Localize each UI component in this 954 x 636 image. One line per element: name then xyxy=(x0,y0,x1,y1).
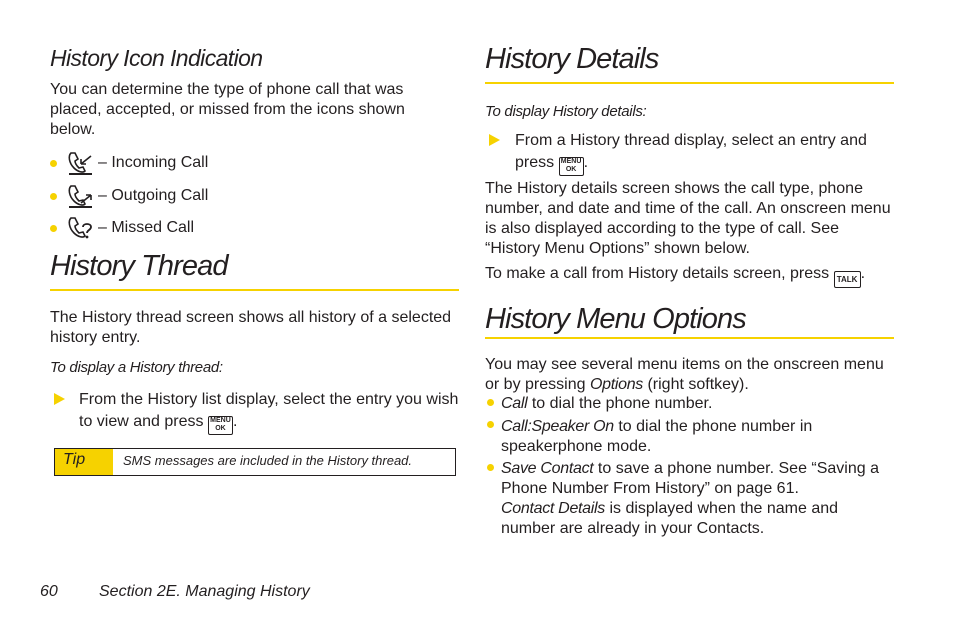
menu-intro: You may see several menu items on the onscreen menu or by pressing Options (right softkey). xyxy=(485,356,884,393)
make-call-text: To make a call from History details screen, press xyxy=(485,265,830,282)
menu-item-call: Call to dial the phone number. xyxy=(501,395,713,412)
bullet-dot xyxy=(487,399,494,406)
icon-label: – Incoming Call xyxy=(98,154,209,171)
thread-intro: The History thread screen shows all history of a selected history entry. xyxy=(50,309,452,346)
details-para: The History details screen shows the call type, phone number, and date and time of the call. An onscreen menu is also displayed according to the type of call. See “History Menu Options” shown below. xyxy=(485,180,891,257)
thread-heading: History Thread xyxy=(50,250,228,282)
menu-item-save-contact: Save Contact to save a phone number. See “Saving a Phone Number From History” on page 61. Contact Details is displayed when the name and number are already in your Contacts. xyxy=(501,460,879,537)
heading-rule xyxy=(50,289,459,291)
make-call-line: To make a call from History details screen, press TALK . xyxy=(485,264,905,288)
bullet-dot xyxy=(50,193,57,200)
thread-step-text: From the History list display, select the entry you wish to view and press xyxy=(79,391,459,430)
details-step-text: From a History thread display, select an entry and press xyxy=(515,132,867,171)
details-step: From a History thread display, select an entry and press MENU OK . xyxy=(515,130,885,176)
details-sub: To display History details: xyxy=(485,103,647,120)
icon-row-missed xyxy=(50,215,194,241)
thread-step: From the History list display, select the entry you wish to view and press MENU OK . xyxy=(79,389,464,435)
menu-ok-key-icon: MENU OK xyxy=(208,416,233,435)
icon-heading: History Icon Indication xyxy=(50,45,263,71)
icon-row-outgoing xyxy=(50,183,208,209)
icon-intro: You can determine the type of phone call that was placed, accepted, or missed from the icons shown below. xyxy=(50,81,405,138)
step-arrow-icon xyxy=(489,134,500,146)
menu-heading: History Menu Options xyxy=(485,303,746,335)
icon-label: – Missed Call xyxy=(98,219,195,236)
tip-text: SMS messages are included in the History thread. xyxy=(123,453,413,468)
tip-label: Tip xyxy=(55,449,113,475)
missed-call-icon xyxy=(66,215,94,241)
page-number: 60 xyxy=(40,583,58,600)
icon-label: – Outgoing Call xyxy=(98,187,209,204)
step-arrow-icon xyxy=(54,393,65,405)
bullet-dot xyxy=(487,464,494,471)
heading-rule xyxy=(485,337,894,339)
tip-box xyxy=(54,448,456,476)
icon-row-incoming xyxy=(50,150,208,176)
talk-key-icon: TALK xyxy=(834,271,861,288)
thread-sub: To display a History thread: xyxy=(50,359,223,376)
menu-ok-key-icon: MENU OK xyxy=(559,157,584,176)
details-heading: History Details xyxy=(485,43,659,75)
options-term: Options xyxy=(589,376,643,393)
incoming-call-icon xyxy=(66,150,94,176)
menu-item-speaker: Call:Speaker On to dial the phone number in speakerphone mode. xyxy=(501,418,813,455)
bullet-dot xyxy=(50,160,57,167)
heading-rule xyxy=(485,82,894,84)
bullet-dot xyxy=(50,225,57,232)
section-title: Section 2E. Managing History xyxy=(99,583,310,600)
bullet-dot xyxy=(487,421,494,428)
outgoing-call-icon xyxy=(66,183,94,209)
